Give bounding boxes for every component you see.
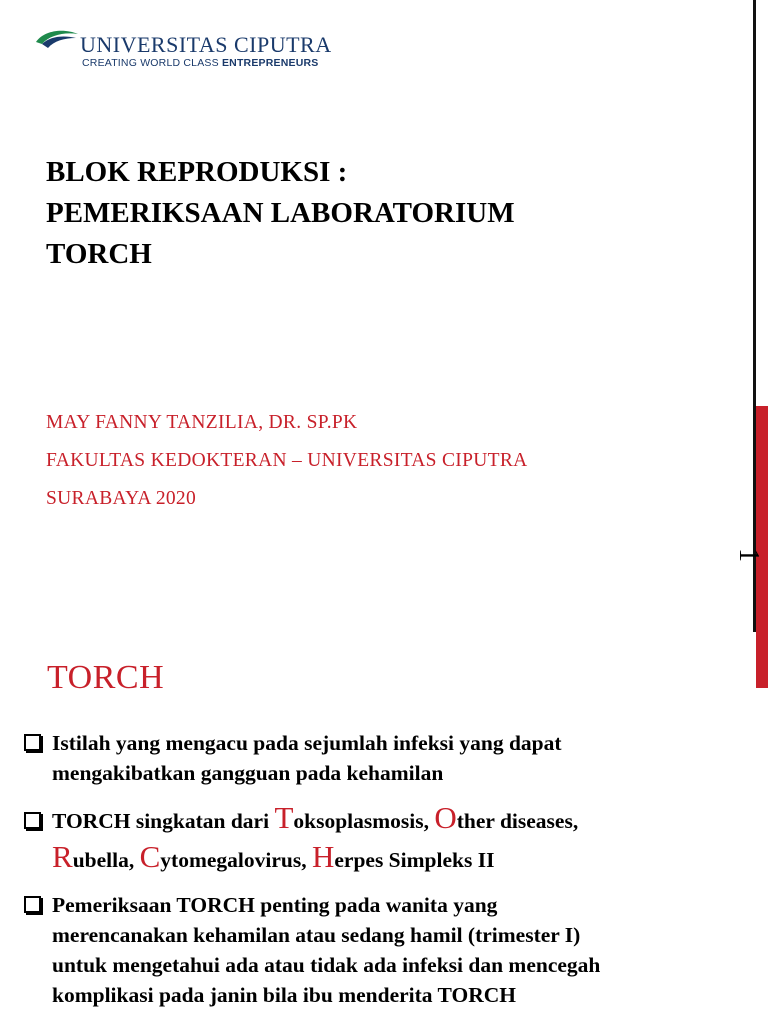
author-faculty: FAKULTAS KEDOKTERAN – UNIVERSITAS CIPUTRA — [46, 450, 528, 471]
bullet-item-2 — [22, 800, 742, 878]
bullet-3-line-2: merencanakan kehamilan atau sedang hamil (trimester I) — [52, 923, 581, 947]
university-logo — [34, 26, 334, 70]
author-location: SURABAYA 2020 — [46, 488, 197, 509]
letter-r: R — [52, 839, 73, 874]
author-block — [46, 404, 696, 518]
letter-h: H — [311, 839, 335, 874]
bullet-2-line-1 — [52, 800, 742, 839]
checkbox-bullet-icon — [24, 896, 41, 913]
logo-tagline-bold: ENTREPRENEURS — [221, 57, 319, 69]
checkbox-bullet-icon — [24, 812, 41, 829]
bullet-1-line-2: mengakibatkan gangguan pada kehamilan — [52, 761, 444, 785]
logo-swoosh-icon — [34, 26, 80, 56]
logo-name: UNIVERSITAS CIPUTRA — [80, 32, 332, 57]
word-herpes: erpes Simpleks II — [334, 848, 495, 872]
accent-bar — [756, 406, 768, 630]
content-slide — [0, 630, 768, 1024]
letter-c: C — [139, 839, 161, 874]
bullet-item-1 — [22, 728, 742, 788]
title-line-2: PEMERIKSAAN LABORATORIUM — [46, 197, 515, 229]
bullet-3-line-3: untuk mengetahui ada atau tidak ada infeksi dan mencegah — [52, 953, 601, 977]
bullet-3-line-1: Pemeriksaan TORCH penting pada wanita yang — [52, 893, 498, 917]
logo-tagline-light: CREATING WORLD CLASS — [82, 57, 219, 69]
letter-t: T — [274, 800, 294, 835]
title-line-1: BLOK REPRODUKSI : — [46, 156, 348, 188]
word-cytomegalovirus: ytomegalovirus, — [160, 848, 312, 872]
torch-lead: TORCH singkatan dari — [52, 809, 275, 833]
bullet-1-line-1: Istilah yang mengacu pada sejumlah infeksi yang dapat — [52, 731, 562, 755]
slide-number: 1 — [733, 548, 764, 562]
bullet-list — [22, 728, 742, 1010]
logo-tagline — [82, 57, 318, 69]
letter-o: O — [434, 800, 457, 835]
checkbox-bullet-icon — [24, 734, 41, 751]
accent-bar-top — [756, 630, 768, 688]
author-name: MAY FANNY TANZILIA, DR. SP.PK — [46, 412, 358, 433]
bullet-2-line-2 — [52, 839, 742, 878]
bullet-item-3 — [22, 890, 742, 1010]
word-rubella: ubella, — [72, 848, 140, 872]
word-other: ther diseases, — [456, 809, 579, 833]
bullet-3-line-4: komplikasi pada janin bila ibu menderita TORCH — [52, 983, 516, 1007]
title-line-3: TORCH — [46, 238, 152, 270]
word-toksoplasmosis: oksoplasmosis, — [293, 809, 435, 833]
slide-heading: TORCH — [47, 659, 165, 696]
slide-title — [46, 152, 666, 275]
